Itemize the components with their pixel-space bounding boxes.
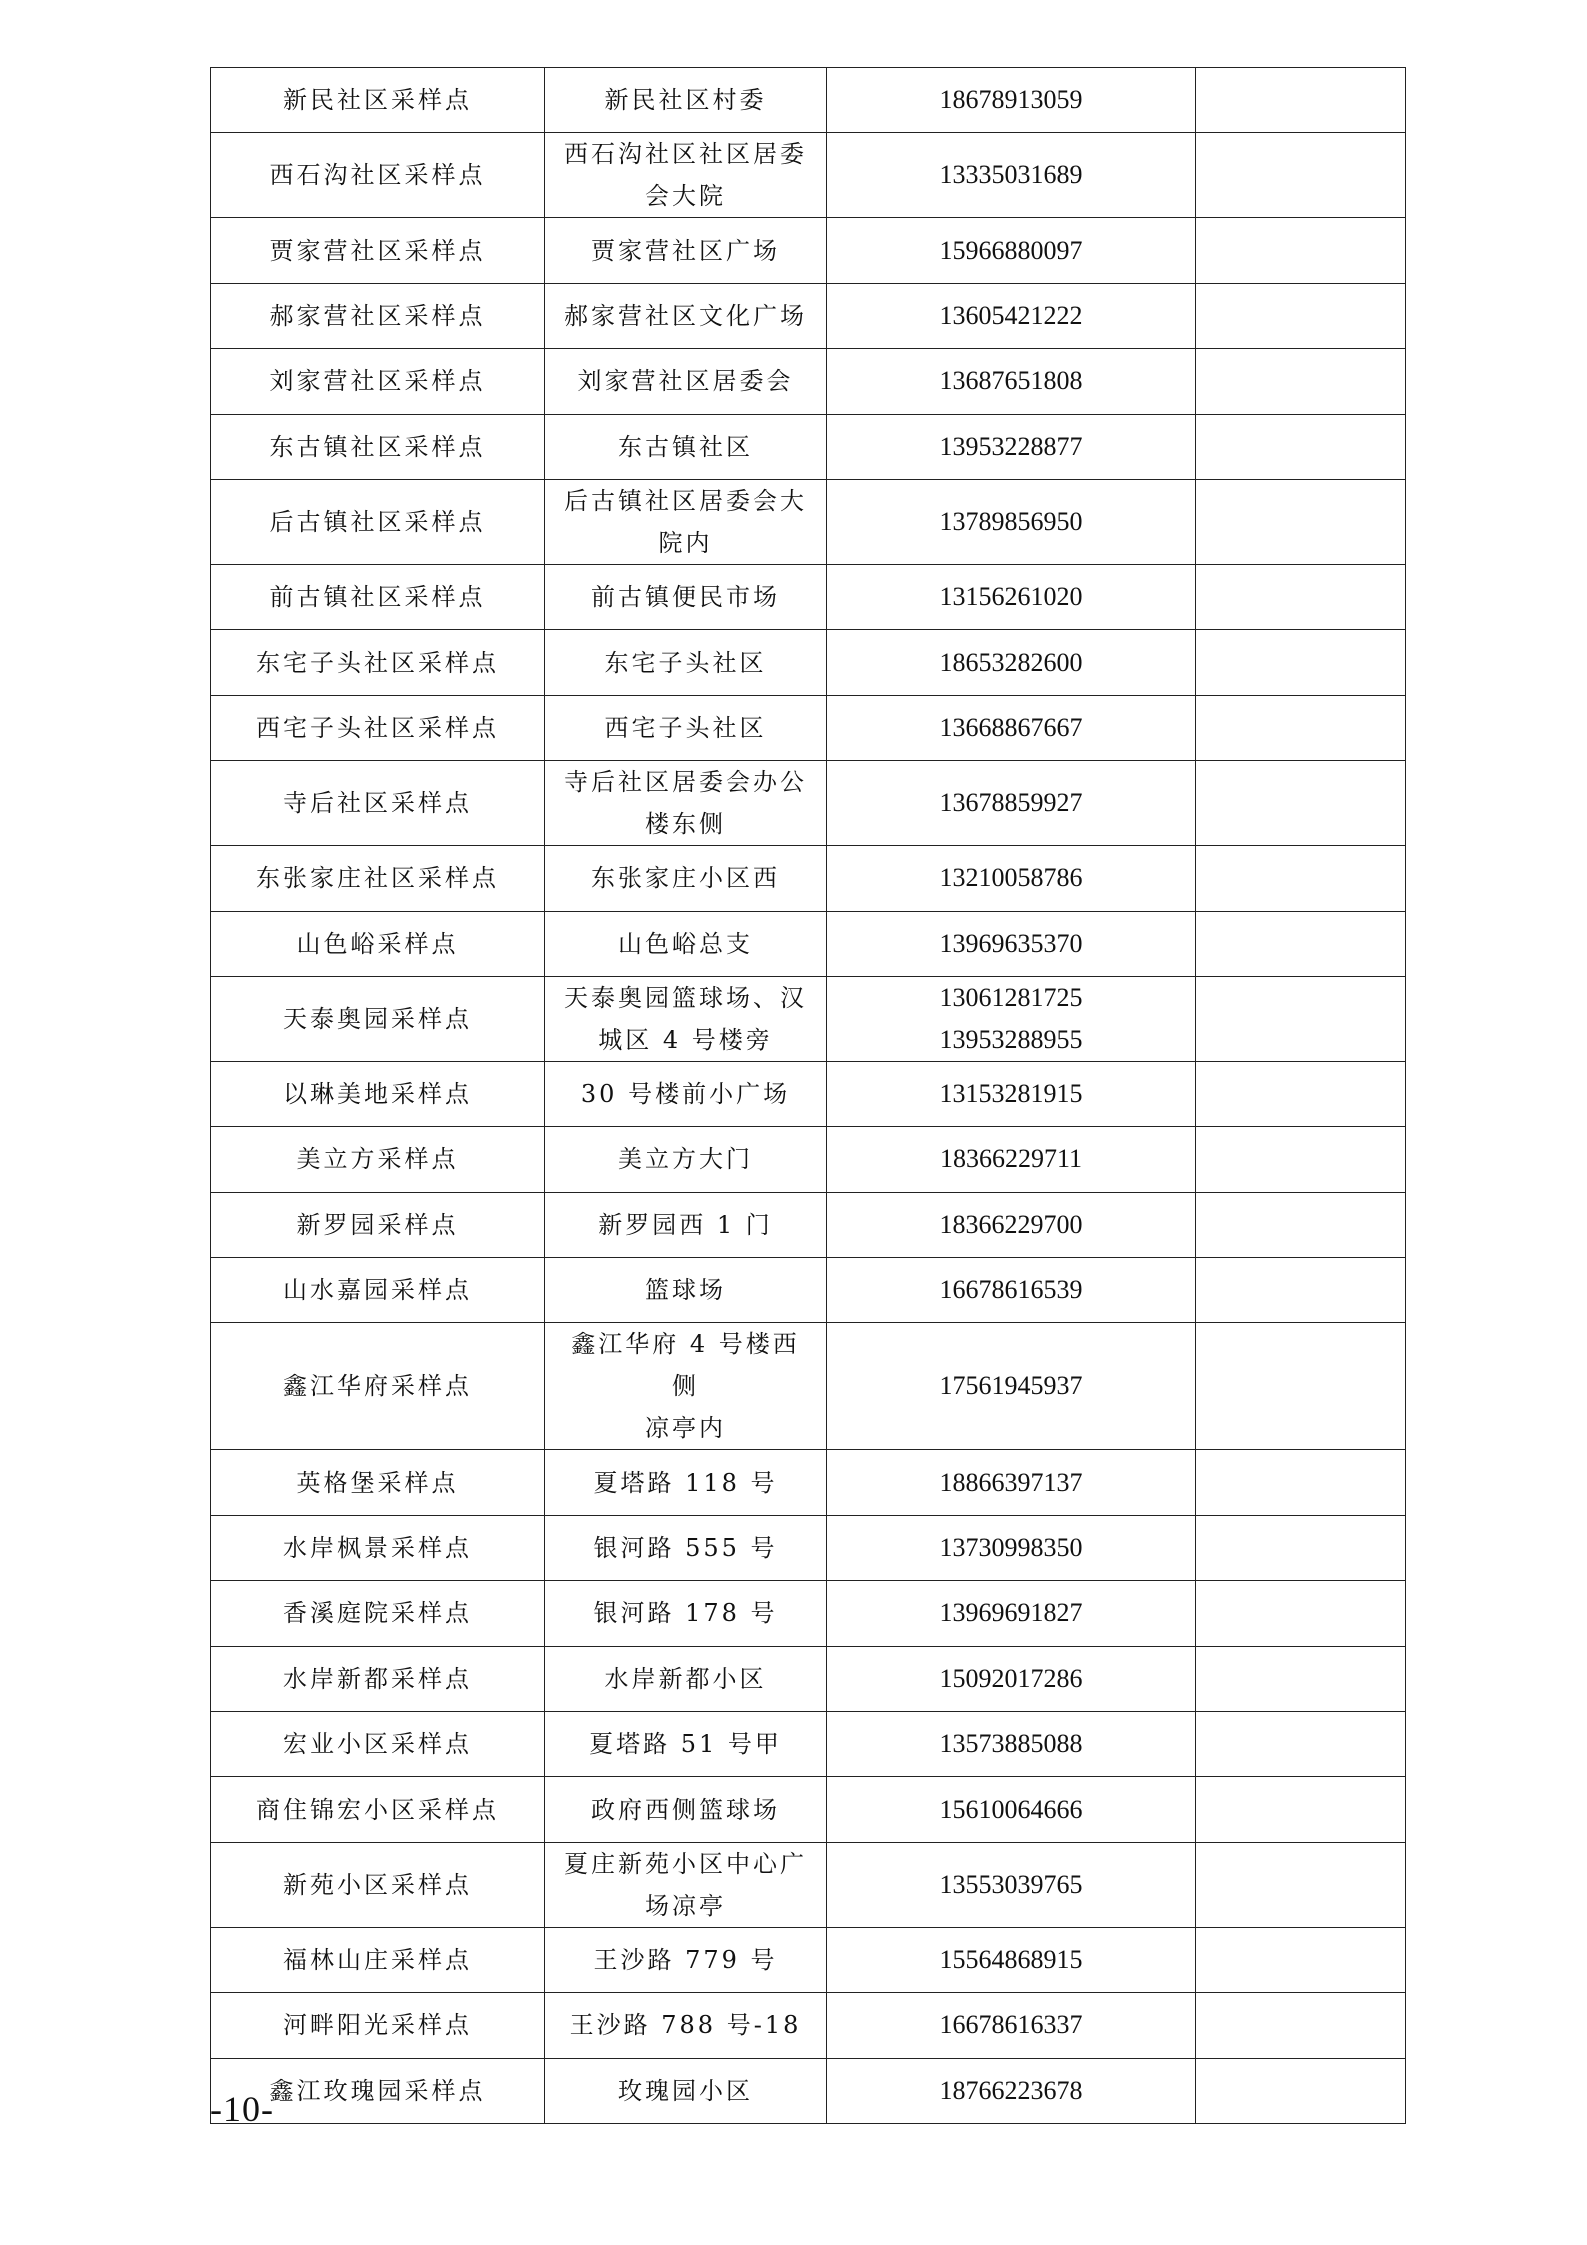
address-line: 前古镇便民市场 — [591, 583, 780, 612]
address-line: 院内 — [658, 528, 713, 557]
site-name-cell: 后古镇社区采样点 — [211, 479, 545, 564]
note-cell — [1196, 1258, 1406, 1323]
table-row — [211, 911, 1406, 976]
address-cell — [545, 911, 827, 976]
address-cell — [545, 1258, 827, 1323]
address-cell — [545, 846, 827, 911]
note-cell — [1196, 68, 1406, 133]
phone-number: 13605421222 — [939, 300, 1083, 330]
phone-number: 13969691827 — [939, 1598, 1083, 1628]
note-cell — [1196, 218, 1406, 283]
table-row — [211, 1192, 1406, 1257]
site-name-cell: 东张家庄社区采样点 — [211, 846, 545, 911]
phone-cell — [827, 218, 1196, 283]
site-name-cell: 西宅子头社区采样点 — [211, 695, 545, 760]
phone-number: 13969635370 — [939, 928, 1083, 958]
address-cell — [545, 1581, 827, 1646]
note-cell — [1196, 564, 1406, 629]
table-row — [211, 1127, 1406, 1192]
phone-cell — [827, 695, 1196, 760]
address-line: 西石沟社区社区居委 — [564, 140, 807, 169]
phone-number: 13156261020 — [939, 582, 1083, 612]
note-cell — [1196, 2058, 1406, 2123]
address-line: 东张家庄小区西 — [591, 864, 780, 893]
address-cell — [545, 133, 827, 218]
address-cell — [545, 1192, 827, 1257]
note-cell — [1196, 1927, 1406, 1992]
phone-cell — [827, 976, 1196, 1061]
address-line: 银河路 555 号 — [593, 1534, 778, 1563]
address-line: 会大院 — [645, 182, 726, 211]
table-row — [211, 976, 1406, 1061]
phone-number: 13953288955 — [939, 1024, 1083, 1054]
address-cell — [545, 695, 827, 760]
site-name-cell: 刘家营社区采样点 — [211, 349, 545, 414]
address-line: 场凉亭 — [645, 1891, 726, 1920]
table-row — [211, 1842, 1406, 1927]
address-cell — [545, 218, 827, 283]
site-name-cell: 鑫江华府采样点 — [211, 1323, 545, 1450]
address-line: 山色峪总支 — [618, 929, 753, 958]
phone-cell — [827, 1993, 1196, 2058]
sampling-points-table — [210, 67, 1406, 2124]
phone-cell — [827, 1777, 1196, 1842]
phone-cell — [827, 1192, 1196, 1257]
phone-cell — [827, 2058, 1196, 2123]
note-cell — [1196, 1323, 1406, 1450]
phone-cell — [827, 1927, 1196, 1992]
phone-cell — [827, 1450, 1196, 1515]
phone-number: 13730998350 — [939, 1533, 1083, 1563]
phone-number: 15610064666 — [939, 1794, 1083, 1824]
phone-number: 15966880097 — [939, 235, 1083, 265]
table-row — [211, 1450, 1406, 1515]
note-cell — [1196, 846, 1406, 911]
address-line: 王沙路 788 号-18 — [569, 2011, 802, 2040]
address-cell — [545, 1993, 827, 2058]
phone-cell — [827, 911, 1196, 976]
address-cell — [545, 1450, 827, 1515]
phone-cell — [827, 1323, 1196, 1450]
address-cell — [545, 1127, 827, 1192]
address-line: 夏塔路 51 号甲 — [589, 1730, 782, 1759]
site-name-cell: 英格堡采样点 — [211, 1450, 545, 1515]
phone-cell — [827, 1646, 1196, 1711]
note-cell — [1196, 1581, 1406, 1646]
address-cell — [545, 1323, 827, 1450]
site-name-cell: 山色峪采样点 — [211, 911, 545, 976]
address-line: 篮球场 — [645, 1276, 726, 1305]
table-row — [211, 1581, 1406, 1646]
phone-number: 18766223678 — [939, 2075, 1083, 2105]
phone-number: 15564868915 — [939, 1945, 1083, 1974]
site-name-cell: 山水嘉园采样点 — [211, 1258, 545, 1323]
address-cell — [545, 1842, 827, 1927]
phone-cell — [827, 1712, 1196, 1777]
note-cell — [1196, 133, 1406, 218]
table-row — [211, 695, 1406, 760]
phone-number: 18866397137 — [939, 1467, 1083, 1497]
address-cell — [545, 479, 827, 564]
address-cell — [545, 283, 827, 348]
site-name-cell: 香溪庭院采样点 — [211, 1581, 545, 1646]
table-row — [211, 1712, 1406, 1777]
phone-cell — [827, 1515, 1196, 1580]
site-name-cell: 福林山庄采样点 — [211, 1927, 545, 1992]
address-line: 郝家营社区文化广场 — [564, 301, 807, 330]
address-cell — [545, 630, 827, 695]
address-cell — [545, 1061, 827, 1126]
address-line: 城区 4 号楼旁 — [598, 1025, 773, 1054]
address-cell — [545, 68, 827, 133]
address-cell — [545, 1712, 827, 1777]
phone-number: 13687651808 — [939, 366, 1083, 396]
note-cell — [1196, 695, 1406, 760]
address-cell — [545, 2058, 827, 2123]
phone-number: 16678616539 — [939, 1275, 1083, 1305]
address-line: 30 号楼前小广场 — [580, 1080, 791, 1109]
address-line: 天泰奥园篮球场、汉 — [564, 983, 807, 1012]
phone-cell — [827, 1842, 1196, 1927]
note-cell — [1196, 630, 1406, 695]
phone-number: 13678859927 — [939, 788, 1083, 818]
table-row — [211, 564, 1406, 629]
site-name-cell: 东古镇社区采样点 — [211, 414, 545, 479]
site-name-cell: 西石沟社区采样点 — [211, 133, 545, 218]
address-cell — [545, 349, 827, 414]
phone-cell — [827, 479, 1196, 564]
note-cell — [1196, 761, 1406, 846]
address-line: 新罗园西 1 门 — [598, 1210, 773, 1239]
table-row — [211, 218, 1406, 283]
address-cell — [545, 1777, 827, 1842]
site-name-cell: 鑫江玫瑰园采样点 — [211, 2058, 545, 2123]
phone-number: 15092017286 — [939, 1663, 1083, 1693]
phone-number: 17561945937 — [939, 1371, 1083, 1401]
address-line: 夏庄新苑小区中心广 — [564, 1849, 807, 1878]
table-row — [211, 283, 1406, 348]
address-line: 新民社区村委 — [604, 86, 767, 115]
table-row — [211, 1927, 1406, 1992]
phone-number: 16678616337 — [939, 2010, 1083, 2040]
table-row — [211, 414, 1406, 479]
note-cell — [1196, 1127, 1406, 1192]
note-cell — [1196, 1993, 1406, 2058]
address-cell — [545, 564, 827, 629]
table-row — [211, 349, 1406, 414]
page-number: -10- — [210, 2089, 274, 2129]
phone-cell — [827, 846, 1196, 911]
site-name-cell: 商住锦宏小区采样点 — [211, 1777, 545, 1842]
address-cell — [545, 1515, 827, 1580]
address-cell — [545, 976, 827, 1061]
note-cell — [1196, 976, 1406, 1061]
table-row — [211, 1258, 1406, 1323]
address-cell — [545, 1646, 827, 1711]
address-line: 银河路 178 号 — [593, 1599, 778, 1628]
phone-number: 13061281725 — [939, 982, 1083, 1012]
table-row — [211, 133, 1406, 218]
phone-number: 18366229711 — [939, 1144, 1083, 1174]
address-line: 西宅子头社区 — [604, 713, 767, 742]
phone-cell — [827, 1061, 1196, 1126]
phone-cell — [827, 1581, 1196, 1646]
site-name-cell: 水岸新都采样点 — [211, 1646, 545, 1711]
note-cell — [1196, 1515, 1406, 1580]
address-line: 美立方大门 — [618, 1145, 753, 1174]
site-name-cell: 天泰奥园采样点 — [211, 976, 545, 1061]
table-row — [211, 1061, 1406, 1126]
note-cell — [1196, 1712, 1406, 1777]
site-name-cell: 前古镇社区采样点 — [211, 564, 545, 629]
address-line: 东古镇社区 — [618, 432, 753, 461]
note-cell — [1196, 349, 1406, 414]
table-row — [211, 479, 1406, 564]
address-line: 王沙路 779 号 — [593, 1946, 778, 1974]
phone-cell — [827, 283, 1196, 348]
site-name-cell: 新苑小区采样点 — [211, 1842, 545, 1927]
site-name-cell: 新民社区采样点 — [211, 68, 545, 133]
address-line: 刘家营社区居委会 — [577, 367, 794, 396]
note-cell — [1196, 1777, 1406, 1842]
phone-cell — [827, 68, 1196, 133]
site-name-cell: 新罗园采样点 — [211, 1192, 545, 1257]
note-cell — [1196, 1192, 1406, 1257]
phone-cell — [827, 133, 1196, 218]
address-line: 楼东侧 — [645, 810, 726, 839]
phone-cell — [827, 630, 1196, 695]
phone-cell — [827, 1258, 1196, 1323]
note-cell — [1196, 283, 1406, 348]
address-line: 后古镇社区居委会大 — [564, 486, 807, 515]
address-line: 东宅子头社区 — [604, 648, 767, 677]
site-name-cell: 宏业小区采样点 — [211, 1712, 545, 1777]
site-name-cell: 东宅子头社区采样点 — [211, 630, 545, 695]
address-line: 贾家营社区广场 — [591, 236, 780, 265]
note-cell — [1196, 1646, 1406, 1711]
phone-number: 13573885088 — [939, 1729, 1083, 1759]
table-row — [211, 68, 1406, 133]
address-cell — [545, 414, 827, 479]
phone-cell — [827, 761, 1196, 846]
table-body — [211, 68, 1406, 2124]
address-line: 凉亭内 — [645, 1414, 726, 1443]
note-cell — [1196, 1842, 1406, 1927]
table-row — [211, 630, 1406, 695]
table-row — [211, 846, 1406, 911]
phone-cell — [827, 564, 1196, 629]
note-cell — [1196, 1450, 1406, 1515]
table-row — [211, 1777, 1406, 1842]
phone-number: 13335031689 — [939, 160, 1083, 190]
phone-number: 13210058786 — [939, 863, 1083, 893]
phone-number: 13553039765 — [939, 1869, 1083, 1899]
table-row — [211, 2058, 1406, 2123]
site-name-cell: 河畔阳光采样点 — [211, 1993, 545, 2058]
site-name-cell: 以琳美地采样点 — [211, 1061, 545, 1126]
table-row — [211, 1323, 1406, 1450]
site-name-cell: 郝家营社区采样点 — [211, 283, 545, 348]
phone-number: 18366229700 — [939, 1209, 1083, 1239]
phone-cell — [827, 349, 1196, 414]
note-cell — [1196, 1061, 1406, 1126]
phone-cell — [827, 414, 1196, 479]
address-line: 政府西侧篮球场 — [591, 1795, 780, 1824]
note-cell — [1196, 414, 1406, 479]
table-row — [211, 1515, 1406, 1580]
table-row — [211, 1993, 1406, 2058]
address-line: 玫瑰园小区 — [618, 2076, 753, 2105]
phone-number: 18653282600 — [939, 647, 1083, 677]
phone-number: 13953228877 — [939, 431, 1083, 461]
address-line: 水岸新都小区 — [604, 1664, 767, 1693]
address-cell — [545, 761, 827, 846]
phone-number: 18678913059 — [939, 85, 1083, 115]
phone-number: 13789856950 — [939, 506, 1083, 536]
note-cell — [1196, 479, 1406, 564]
address-line: 鑫江华府 4 号楼西侧 — [571, 1330, 800, 1401]
phone-cell — [827, 1127, 1196, 1192]
site-name-cell: 水岸枫景采样点 — [211, 1515, 545, 1580]
phone-number: 13668867667 — [939, 712, 1083, 742]
address-line: 夏塔路 118 号 — [593, 1468, 778, 1497]
address-line: 寺后社区居委会办公 — [564, 768, 807, 797]
table-row — [211, 1646, 1406, 1711]
site-name-cell: 美立方采样点 — [211, 1127, 545, 1192]
phone-number: 13153281915 — [939, 1079, 1083, 1109]
site-name-cell: 贾家营社区采样点 — [211, 218, 545, 283]
site-name-cell: 寺后社区采样点 — [211, 761, 545, 846]
table-row — [211, 761, 1406, 846]
note-cell — [1196, 911, 1406, 976]
address-cell — [545, 1927, 827, 1992]
